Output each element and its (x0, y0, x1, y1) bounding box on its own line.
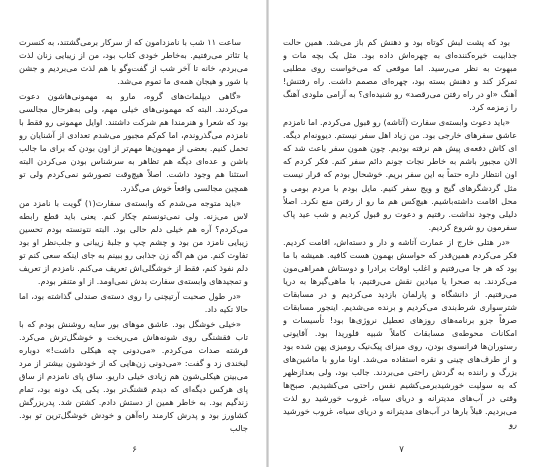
page-number: ۶ (132, 445, 137, 455)
book-gutter (266, 0, 269, 467)
paragraph: «در هتلی خارج از عمارت آتاشه و دار و دسته‌اش، اقامت کردیم. فکر می‌کردم همین‌قدر که حواسش بهمون هست کافیه. همیشه با ما بود که هر جا می‌رفتیم و اغلب اوقات برادرا و دوستاش همراهی‌مون می‌کردند. به صحرا یا میادین نقش می‌رفتیم، با ماهی‌گیرها به دریا می‌رفتیم. از دانشگاه و پارلمان بازدید می‌کردیم و در مسابقات شترسواری شرط‌بندی می‌کردیم و برنده می‌شدیم. اینجور مسابقات صرفاً جزو برنامه‌های روزهای تعطیل نروژی‌ها بود! تأسیسات و امکانات محوطه‌ی مسابقات کاملاً شبیه فلوریدا بود. آقایونی رستوران‌ها فرانسوی بودن، روی میزای پیک‌نیک رومیزی پهن شده بود و از طرف‌های چینی و نقره استفاده می‌شد. اونا مارو با ماشین‌های بزرگ و راننده به گردش راحتی می‌بردند. جالب بود، ولی بعدازظهر که به سولیت خورشیدبرمی‌کشیم نفس راحتی می‌کشیدیم. صبح‌ها وقتی در آب‌های مدیترانه و دریای سیاه، غروب خورشید رو لذت می‌بردیم. قبلاً بارها در آب‌های مدیترانه و دریای سیاه، غروب خورشید رو (283, 236, 517, 430)
paragraph: بود که پشت لبش کوتاه بود و دهنش کم باز می‌شد. همین حالت جذابیت خیره‌کننده‌ای به چهره‌اش داده بود. مثل یک بچه مات و مبهوت به نظر می‌رسید. اما موقعی که می‌خواست روی مطلبی تمرکز کند و دهنش بسته بود، چهره‌ای مصمم داشت. راه رفتنش! آهنگ «او در راه رفتن می‌رقصد» رو شنیده‌ای؟ به آرامی ملودی آهنگ را زمزمه کرد. (283, 37, 517, 113)
right-page (268, 0, 535, 467)
left-page (1, 0, 268, 467)
paragraph: «در طول صحبت آرتیچنی را روی دسته‌ی صندلی گذاشته بود، اما حالا تکیه داد. (19, 290, 248, 314)
paragraph: «خیلی خوشگل بود. عاشق موهای بور سایه روشنش بودم که با تاب فقشنگی روی شونه‌هاش می‌ریخت و خوشگل‌ترش می‌کرد. فرشته صدات می‌کردم. «می‌دونی چه هیکلی داشت!» دوباره لبخندی زد و گفت: «می‌دونی زن‌هایی که از خودشون بیشتر از مرد می‌بینن هیکلی‌شون هم زیادی خیلی داریو. ساق پای نامزدم از ساق پای هرکس دیگه‌ای که دیدم قشنگ‌تر بود. یکی یک دونه بود، تمام زندگیم بود. به خاطر همین از دستش دادم. کشتن شد. پدربزرگش کشاورز بود و پدرش کارمند راه‌آهن و خودش خوشگل‌ترین تو بود. جالب (19, 318, 248, 434)
paragraph: «باید متوجه می‌شدم که وابسته‌ی سفارت(۱) گویت با نامزد من لاس می‌زنه. ولی نمی‌تونستم چکار کنم. یعنی باید قطع رابطه می‌کردم؟ آره هم خیلی دلم حالی بود. البته نتونسته بودم تحسین زیبایی نامزد من بود و چشم چپ و جلبهٔ زیبانی و جلب‌نظر او بود تفاوت کنم. من هم اگه زن جذابی رو ببینم به جای اینکه سعی کنم تو دلم نفوذ کنم، فقط از خوشگلی‌اش تعریف می‌کنم. نامزدم از تعریف و تمجیدهای وابسته‌ی سفارت بدش نمی‌اومد. از او متنفر بودم. (19, 197, 248, 286)
paragraph: «گاهی دیپلمات‌های گروه، مارو به مهمونی‌هاشون دعوت می‌کردند. البته که مهمونی‌های خیلی مهم، ولی به‌هرحال مجالسی بود که شعرا و هنرمندا هم شرکت داشتند. اوایل مهمونی رو فقط با نامزدم می‌گذروندم، اما کم‌کم مجبور می‌شدم تعدادی از آشنایان رو تحمل کنیم. بعضی از مهمون‌ها مهم‌تر از اون بودن که برای ما جالب باشن و عده‌ای دیگه هم تظاهر به سرشناس بودن می‌کردن البته استثنا هم وجود داشت. اصلاً هیچ‌وقت تصورشو نمی‌کردم ولی تو همچین مجالسی واقعاً خوش می‌گذرد. (19, 91, 248, 193)
page-number: ۷ (399, 445, 404, 455)
paragraph: ساعت ۱۱ شب با نامزدامون که از سرکار برمی‌گشتند، به کنسرت یا تئاتر می‌رفتیم. به‌خاطر خودی کتاب بود، من از زیبایی زنان لذت می‌بردم، خانه تا آخر شب از گفت‌وگو با هم لذت می‌بردیم و جشن با شور و هیجان همه‌ی ما تموم می‌شد. (19, 37, 248, 87)
right-page-text (283, 36, 517, 436)
left-page-text (19, 36, 248, 436)
paragraph: «باید دعوت وابسته‌ی سفارت (آتاشه) رو قبول می‌کردم. اما نامزدم عاشق سفرهای خارجی بود. من زیاد اهل سفر نیستم. دیوونه‌ام دیگه. ای کاش دفعه‌ی پیش هم نرفته بودیم. چون همون سفر باعث شد که الان مجبور باشم به خاطر نجات جونم دائم سفر کنم. فکر کردم که اون انتظار داره حتماً به این سفر بریم. خوشحال بودم که قرار نیست مثل گردشگرهای گیج و ویج سفر کنیم. مایل بودم با مردم بومی و محل اقامت داشته‌باشیم. هیچ‌کس هم ما رو از رفتن منع نکرد. اصلاً دلیلی وجود نداشت. رفتیم و دعوت رو قبول کردیم و شب عید پاک سفرمون رو شروع کردیم. (283, 117, 517, 232)
